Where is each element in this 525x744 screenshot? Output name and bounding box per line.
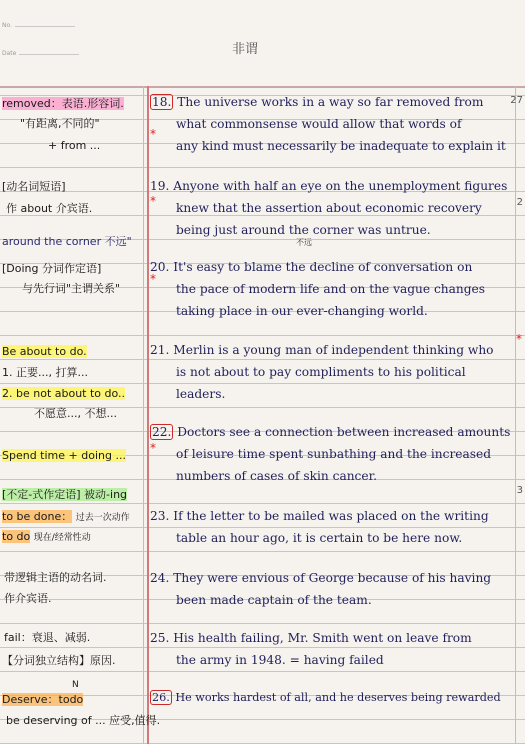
note-removed: removed：表语.形容词. (2, 97, 124, 110)
star-mark-icon: * (150, 127, 156, 141)
note-passive-attr: [不定-式作定语] 被动-ing (2, 488, 128, 501)
note-doing-attr: [Doing 分词作定语] (2, 262, 102, 275)
right-margin-number: 2 (516, 197, 523, 208)
note-deserving-of: be deserving of ... 应受,值得. (6, 714, 161, 727)
sentence-22: 22. Doctors see a connection between increased amounts of leisure time spent sunbathing and the increased numbers of cases of skin cancer. (152, 425, 511, 483)
note-possessive-gerund: 带逻辑主语的动名词. (4, 571, 107, 584)
no-field: No. (2, 22, 75, 29)
note-be-about-1: 1. 正要..., 打算... (2, 366, 88, 379)
sentence-21: 21. Merlin is a young man of independent thinking who is not about to pay compliments to his political leaders. (150, 343, 494, 401)
note-to-be-done: to be done： 过去一次动作 (2, 510, 130, 523)
note-prep-object: 作介宾语. (4, 592, 52, 605)
note-removed-from: + from ... (48, 139, 101, 152)
corner-annotation: 不远 (296, 238, 312, 247)
note-gerund-phrase: [动名词短语] (2, 180, 66, 193)
n-mark: N (72, 680, 79, 690)
date-field: Date (2, 50, 79, 57)
sentence-26: 26. He works hardest of all, and he deserves being rewarded (152, 691, 501, 704)
margin-line (147, 86, 149, 744)
note-clause-cause: 【分词独立结构】原因. (2, 654, 116, 667)
sentence-23: 23. If the letter to be mailed was placed on the writing table an hour ago, it is certain to be here now. (150, 509, 489, 545)
note-fail: fail：衰退、减弱. (4, 631, 91, 644)
page-header (0, 0, 525, 92)
note-adj-subject: 与先行词"主谓关系" (22, 282, 121, 295)
note-around-corner: around the corner 不远" (2, 235, 132, 248)
note-to-do: to do 现在/经常性动 (2, 530, 91, 543)
right-margin-number: 3 (516, 485, 523, 496)
note-be-about-2: 2. be not about to do.. (2, 387, 126, 400)
note-removed-meaning: "有距离,不同的" (20, 117, 100, 130)
sentence-20: 20. It's easy to blame the decline of conversation on the pace of modern life and on the vague changes taking place in our ever-changing world. (150, 260, 486, 318)
star-mark-icon: * (150, 441, 156, 455)
left-column-rule (143, 86, 144, 744)
note-be-about-2b: 不愿意..., 不想... (34, 407, 117, 420)
sentence-19: 19. Anyone with half an eye on the unemployment figures knew that the assertion about economic recovery being just around the corner was untrue. (150, 179, 508, 237)
sentence-25: 25. His health failing, Mr. Smith went on leave from the army in 1948. = having failed (150, 631, 472, 667)
note-be-about: Be about to do. (2, 345, 87, 358)
header-divider (0, 86, 525, 88)
page-title: 非谓 (232, 42, 259, 57)
right-column-rule (515, 86, 516, 744)
sentence-18: 18. The universe works in a way so far removed from what commonsense would allow that words of any kind must necessarily be inadequate to explain it (152, 95, 506, 153)
note-spend-time: Spend time + doing ... (2, 449, 126, 462)
star-mark-icon: * (516, 332, 522, 346)
right-margin-number: 27 (510, 95, 523, 106)
star-mark-icon: * (150, 272, 156, 286)
star-mark-icon: * (150, 194, 156, 208)
note-about-object: 作 about 介宾语. (6, 202, 93, 215)
sentence-24: 24. They were envious of George because of his having been made captain of the team. (150, 571, 492, 607)
note-deserve: Deserve：todo (2, 693, 84, 706)
